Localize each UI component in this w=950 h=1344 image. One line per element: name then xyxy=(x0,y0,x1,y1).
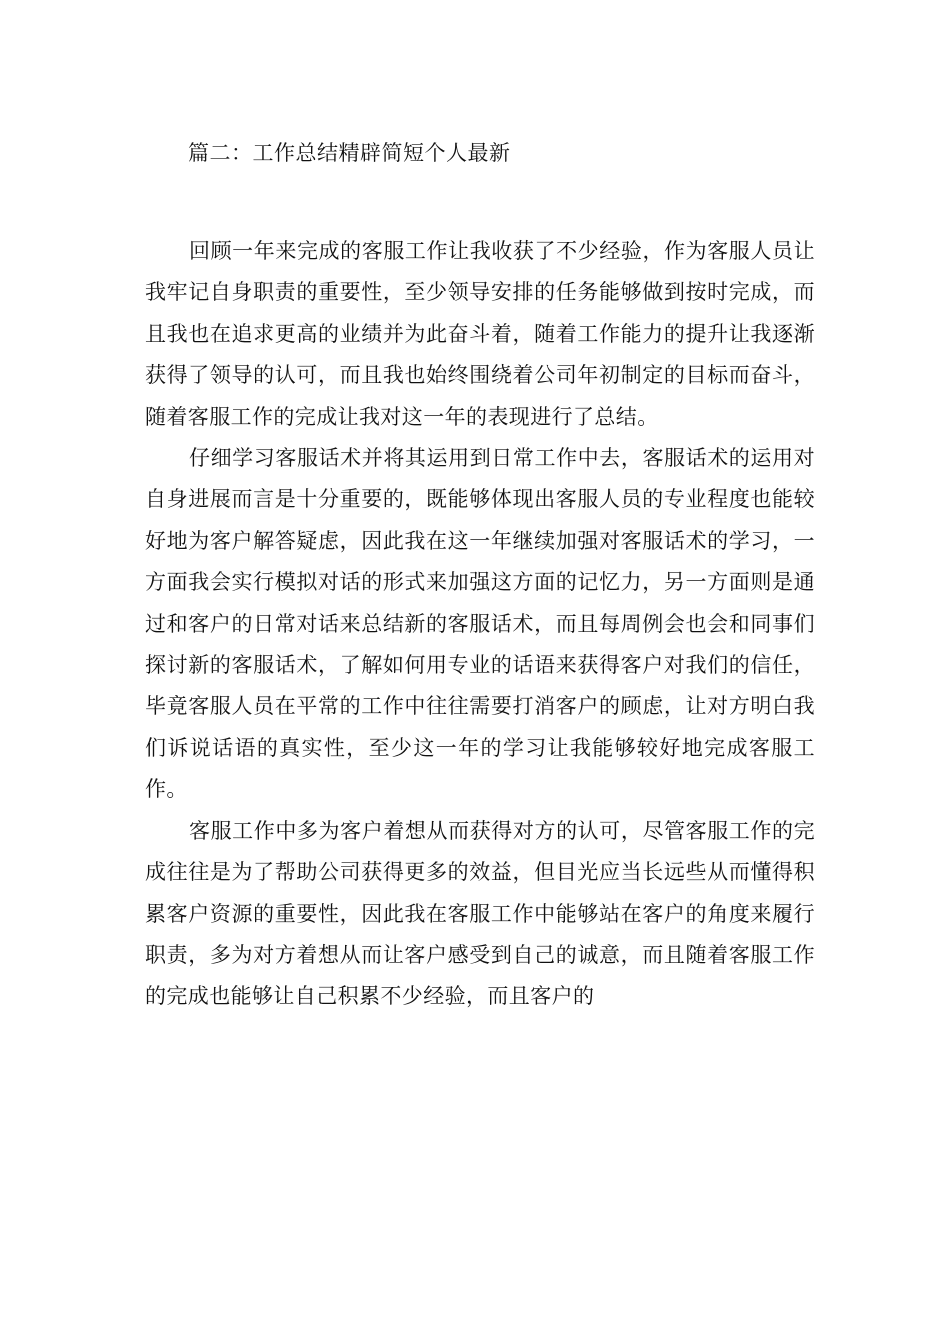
paragraph-3: 客服工作中多为客户着想从而获得对方的认可，尽管客服工作的完成往往是为了帮助公司获得更多的效益，但目光应当长远些从而懂得积累客户资源的重要性，因此我在客服工作中能够站在客户的角度来履行职责，多为对方着想从而让客户感受到自己的诚意，而且随着客服工作的完成也能够让自己积累不少经验，而且客户的 xyxy=(145,818,815,1009)
document-title: 篇二：工作总结精辟简短个人最新 xyxy=(188,141,511,165)
paragraph-2: 仔细学习客服话术并将其运用到日常工作中去，客服话术的运用对自身进展而言是十分重要的，既能够体现出客服人员的专业程度也能较好地为客户解答疑虑，因此我在这一年继续加强对客服话术的学习，一方面我会实行模拟对话的形式来加强这方面的记忆力，另一方面则是通过和客户的日常对话来总结新的客服话术，而且每周例会也会和同事们探讨新的客服话术，了解如何用专业的话语来获得客户对我们的信任，毕竟客服人员在平常的工作中往往需要打消客户的顾虑，让对方明白我们诉说话语的真实性，至少这一年的学习让我能够较好地完成客服工作。 xyxy=(145,446,815,802)
document-body xyxy=(145,231,815,1018)
paragraph-1: 回顾一年来完成的客服工作让我收获了不少经验，作为客服人员让我牢记自身职责的重要性，至少领导安排的任务能够做到按时完成，而且我也在追求更高的业绩并为此奋斗着，随着工作能力的提升让我逐渐获得了领导的认可，而且我也始终围绕着公司年初制定的目标而奋斗，随着客服工作的完成让我对这一年的表现进行了总结。 xyxy=(145,239,815,429)
